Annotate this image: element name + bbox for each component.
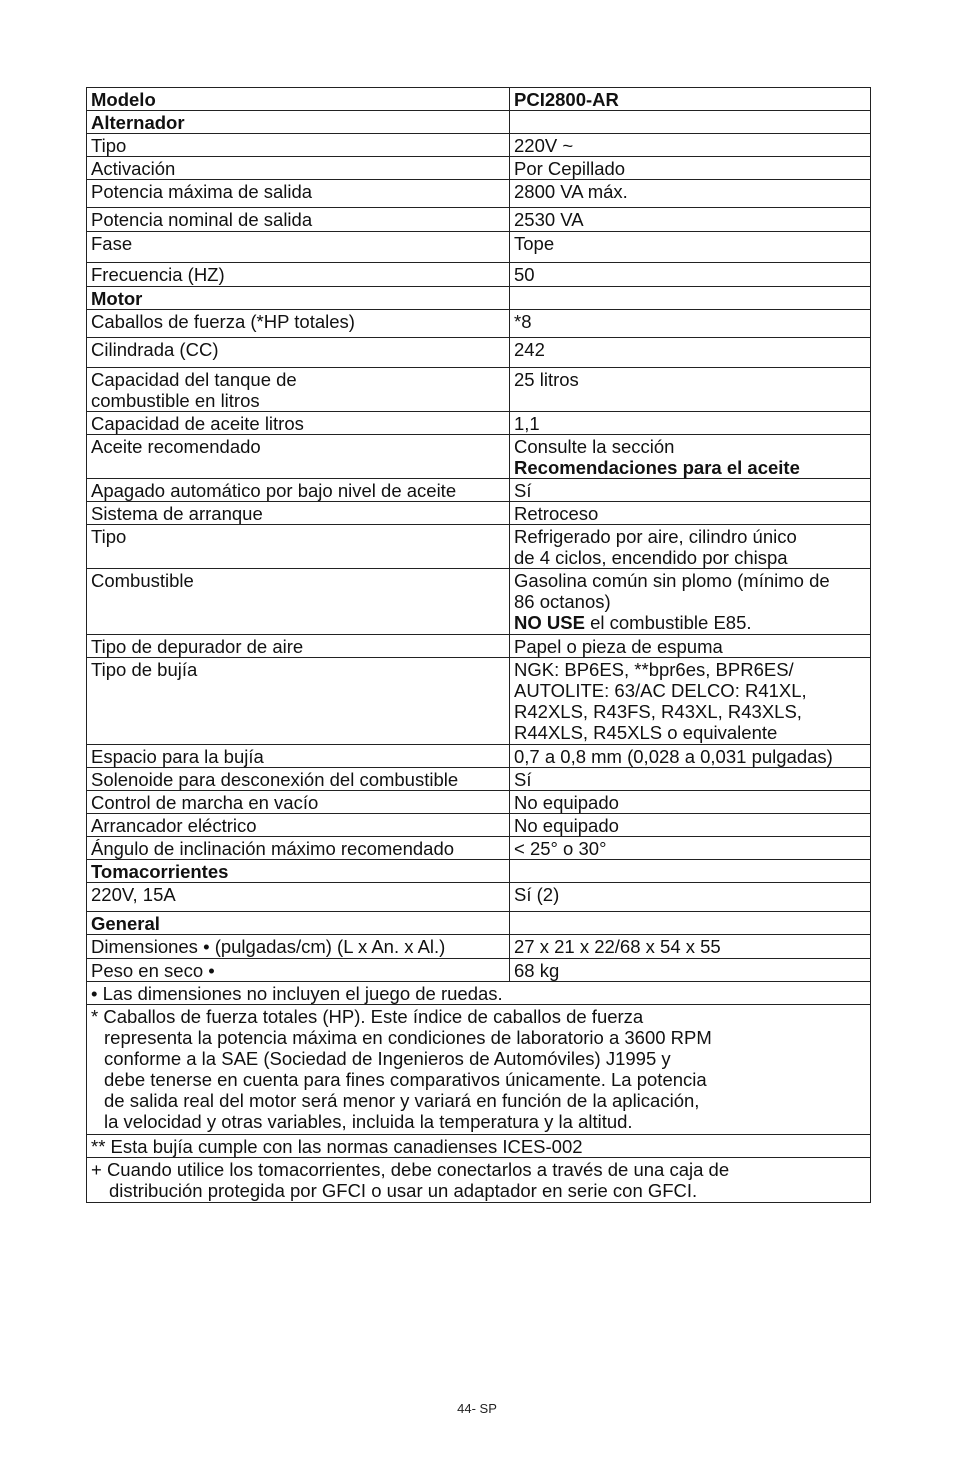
table-row [87,525,871,569]
table-row [87,837,871,860]
spark-plug-note: ** Esta bujía cumple con las normas canadienses ICES-002 [87,1135,871,1158]
spec-label: Ángulo de inclinación máximo recomendado [87,837,510,860]
spec-label: Capacidad de aceite litros [87,412,510,435]
value-line: R44XLS, R45XLS o equivalente [514,722,778,743]
table-row [87,338,871,368]
dimensions-note: • Las dimensiones no incluyen el juego de ruedas. [87,982,871,1005]
spec-value [510,435,871,479]
spec-label: Control de marcha en vacío [87,791,510,814]
spec-value: 1,1 [510,412,871,435]
value-line: NGK: BP6ES, **bpr6es, BPR6ES/ [514,659,794,680]
spec-value: 2530 VA [510,208,871,232]
section-heading: Alternador [87,111,510,134]
spec-label: Arrancador eléctrico [87,814,510,837]
empty-cell [510,111,871,134]
table-row [87,935,871,959]
label-line: combustible en litros [91,390,260,411]
table-row [87,88,871,111]
table-row [87,791,871,814]
spec-value: < 25° o 30° [510,837,871,860]
table-row [87,310,871,338]
spec-label: Espacio para la bujía [87,745,510,768]
spec-label: Potencia nominal de salida [87,208,510,232]
table-row [87,569,871,635]
table-row [87,435,871,479]
spec-value: 242 [510,338,871,368]
empty-cell [510,287,871,310]
table-row [87,208,871,232]
table-row [87,157,871,180]
spec-label: Combustible [87,569,510,635]
spec-value: No equipado [510,814,871,837]
spec-value: 50 [510,263,871,287]
note-line: * Caballos de fuerza totales (HP). Este índice de caballos de fuerza [91,1006,644,1027]
spec-label: Solenoide para desconexión del combustible [87,768,510,791]
spec-label: Cilindrada (CC) [87,338,510,368]
empty-cell [510,860,871,883]
spec-value: 25 litros [510,368,871,412]
table-row [87,658,871,745]
value-text: el combustible E85. [584,612,752,633]
note-line: + Cuando utilice los tomacorrientes, debe conectarlos a través de una caja de [91,1159,730,1180]
spec-value: 220V ~ [510,134,871,157]
spec-label: Tipo de depurador de aire [87,635,510,658]
table-row [87,180,871,208]
table-row [87,745,871,768]
note-row [87,1158,871,1203]
spec-value: Sí [510,479,871,502]
section-heading: Motor [87,287,510,310]
value-line: AUTOLITE: 63/AC DELCO: R41XL, [514,680,807,701]
spec-label: Activación [87,157,510,180]
note-row [87,1135,871,1158]
spec-label: 220V, 15A [87,883,510,912]
spec-value [510,658,871,745]
value-line-bold: Recomendaciones para el aceite [514,457,800,478]
note-line: distribución protegida por GFCI o usar un adaptador en serie con GFCI. [109,1180,698,1201]
section-heading-row [87,912,871,935]
section-heading-row [87,111,871,134]
value-line: Consulte la sección [514,436,675,457]
spec-value: Retroceso [510,502,871,525]
spec-label: Apagado automático por bajo nivel de aceite [87,479,510,502]
section-heading-row [87,287,871,310]
section-heading: General [87,912,510,935]
spec-value: 0,7 a 0,8 mm (0,028 a 0,031 pulgadas) [510,745,871,768]
value-line: de 4 ciclos, encendido por chispa [514,547,788,568]
spec-value: Sí [510,768,871,791]
section-heading-row [87,860,871,883]
table-row [87,263,871,287]
spec-label: Dimensiones • (pulgadas/cm) (L x An. x Al.) [87,935,510,959]
spec-value: 27 x 21 x 22/68 x 54 x 55 [510,935,871,959]
spec-label: Sistema de arranque [87,502,510,525]
note-line: la velocidad y otras variables, incluida la temperatura y la altitud. [104,1111,633,1132]
horsepower-note [87,1005,871,1135]
table-row [87,814,871,837]
spec-label: Frecuencia (HZ) [87,263,510,287]
spec-value: 2800 VA máx. [510,180,871,208]
table-row [87,768,871,791]
page-number: 44- SP [457,1401,497,1416]
value-line: Gasolina común sin plomo (mínimo de [514,570,830,591]
warning-text: NO USE [514,612,585,633]
spec-value: Papel o pieza de espuma [510,635,871,658]
spec-label [87,368,510,412]
spec-value: *8 [510,310,871,338]
note-line: representa la potencia máxima en condiciones de laboratorio a 3600 RPM [104,1027,712,1048]
note-line: debe tenerse en cuenta para fines comparativos únicamente. La potencia [104,1069,707,1090]
spec-label: Tipo [87,134,510,157]
table-row [87,959,871,982]
spec-label: Fase [87,232,510,263]
value-line: Refrigerado por aire, cilindro único [514,526,797,547]
spec-value [510,569,871,635]
table-row [87,232,871,263]
spec-value: 68 kg [510,959,871,982]
spec-value: Por Cepillado [510,157,871,180]
value-line: R42XLS, R43FS, R43XL, R43XLS, [514,701,802,722]
spec-value: Tope [510,232,871,263]
specifications-table [86,87,871,1203]
section-heading: Tomacorrientes [87,860,510,883]
table-row [87,134,871,157]
value-line [514,612,866,633]
model-value: PCI2800-AR [510,88,871,111]
note-row [87,982,871,1005]
table-row [87,368,871,412]
spec-label: Peso en seco • [87,959,510,982]
table-row [87,635,871,658]
gfci-note [87,1158,871,1203]
spec-label: Tipo de bujía [87,658,510,745]
note-row [87,1005,871,1135]
table-row [87,412,871,435]
spec-label: Caballos de fuerza (*HP totales) [87,310,510,338]
spec-label: Potencia máxima de salida [87,180,510,208]
model-label: Modelo [87,88,510,111]
table-row [87,479,871,502]
spec-label: Tipo [87,525,510,569]
spec-label: Aceite recomendado [87,435,510,479]
empty-cell [510,912,871,935]
spec-value: Sí (2) [510,883,871,912]
note-line: de salida real del motor será menor y variará en función de la aplicación, [104,1090,700,1111]
spec-value [510,525,871,569]
table-row [87,502,871,525]
value-line: 86 octanos) [514,591,611,612]
label-line: Capacidad del tanque de [91,369,297,390]
spec-value: No equipado [510,791,871,814]
table-row [87,883,871,912]
note-line: conforme a la SAE (Sociedad de Ingenieros de Automóviles) J1995 y [104,1048,671,1069]
